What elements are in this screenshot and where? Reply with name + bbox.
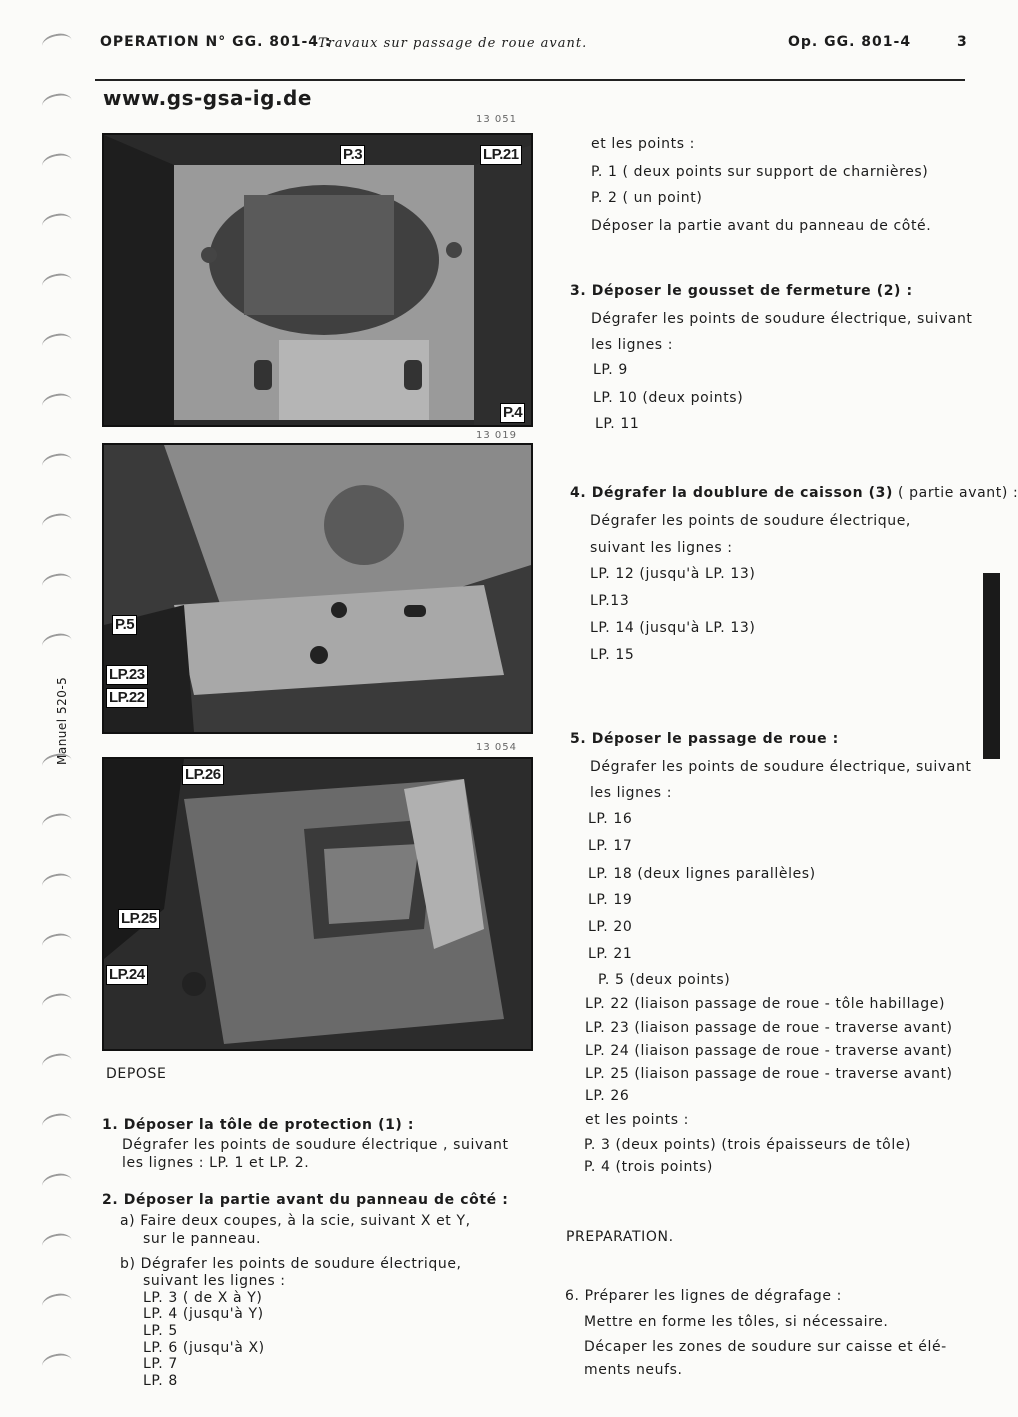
continuation-line-2: P. 1 ( deux points sur support de charnières) — [591, 164, 929, 180]
page-number: 3 — [957, 34, 968, 50]
list-item: LP. 19 — [588, 892, 633, 908]
list-item: LP. 4 (jusqu'à Y) — [143, 1306, 264, 1322]
step-3-line-2: les lignes : — [591, 337, 674, 353]
list-item: LP. 23 (liaison passage de roue - traverse avant) — [585, 1020, 953, 1036]
list-item: P. 4 (trois points) — [584, 1159, 713, 1175]
list-item: LP. 7 — [143, 1356, 178, 1372]
label-lp23: LP.23 — [106, 665, 148, 685]
list-item: LP. 25 (liaison passage de roue - traverse avant) — [585, 1066, 953, 1082]
list-item: LP. 12 (jusqu'à LP. 13) — [590, 566, 756, 582]
label-p3: P.3 — [340, 145, 365, 165]
list-item: LP. 18 (deux lignes parallèles) — [588, 866, 816, 882]
step-1-line-1: Dégrafer les points de soudure électrique , suivant — [122, 1137, 509, 1153]
website-watermark: www.gs-gsa-ig.de — [103, 86, 312, 110]
step-4-title-suffix: ( partie avant) : — [898, 485, 1018, 501]
step-6-line-1: Mettre en forme les tôles, si nécessaire. — [584, 1314, 889, 1330]
label-p5: P.5 — [112, 615, 137, 635]
depose-heading: DEPOSE — [106, 1066, 167, 1082]
label-lp24: LP.24 — [106, 965, 148, 985]
list-item: LP.13 — [590, 593, 630, 609]
list-item: LP. 15 — [590, 647, 635, 663]
step-2b-line-2: suivant les lignes : — [143, 1273, 286, 1289]
manual-side-label: Manuel 520-5 — [55, 676, 69, 765]
photo-1-caption: 13 051 — [476, 114, 517, 125]
photo-front-panel — [102, 133, 533, 427]
continuation-line-1: et les points : — [591, 136, 695, 152]
list-item: LP. 22 (liaison passage de roue - tôle habillage) — [585, 996, 946, 1012]
list-item: LP. 3 ( de X à Y) — [143, 1290, 263, 1306]
label-lp26: LP.26 — [182, 765, 224, 785]
step-3-title: 3. Déposer le gousset de fermeture (2) : — [570, 283, 913, 299]
step-5-line-2: les lignes : — [590, 785, 673, 801]
label-lp22: LP.22 — [106, 688, 148, 708]
list-item: LP. 10 (deux points) — [593, 390, 744, 406]
list-item: LP. 16 — [588, 811, 633, 827]
list-item: LP. 9 — [593, 362, 628, 378]
list-item: P. 5 (deux points) — [598, 972, 731, 988]
wheel-arch-rear-illustration — [104, 759, 531, 1049]
list-item: LP. 6 (jusqu'à X) — [143, 1340, 265, 1356]
list-item: LP. 11 — [595, 416, 640, 432]
step-3-line-1: Dégrafer les points de soudure électrique, suivant — [591, 311, 973, 327]
header-rule — [95, 79, 965, 81]
step-2-title: 2. Déposer la partie avant du panneau de côté : — [102, 1192, 509, 1208]
photo-2-caption: 13 019 — [476, 430, 517, 441]
list-item: LP. 26 — [585, 1088, 630, 1104]
label-p4: P.4 — [500, 403, 525, 423]
front-panel-illustration — [104, 135, 531, 425]
list-item: P. 3 (deux points) (trois épaisseurs de tôle) — [584, 1137, 912, 1153]
step-2b-line-1: b) Dégrafer les points de soudure électrique, — [120, 1256, 462, 1272]
list-item: LP. 21 — [588, 946, 633, 962]
operation-subject: Travaux sur passage de roue avant. — [318, 36, 588, 51]
step-4-line-2: suivant les lignes : — [590, 540, 733, 556]
points-intro: et les points : — [585, 1112, 689, 1128]
preparation-heading: PREPARATION. — [566, 1229, 674, 1245]
list-item: LP. 5 — [143, 1323, 178, 1339]
photo-3-caption: 13 054 — [476, 742, 517, 753]
continuation-line-4: Déposer la partie avant du panneau de côté. — [591, 218, 932, 234]
photo-wheel-arch-front — [102, 443, 533, 734]
step-6-line-3: ments neufs. — [584, 1362, 683, 1378]
list-item: LP. 20 — [588, 919, 633, 935]
step-1-title: 1. Déposer la tôle de protection (1) : — [102, 1117, 415, 1133]
step-6-title: 6. Préparer les lignes de dégrafage : — [565, 1288, 842, 1304]
step-2a-line-2: sur le panneau. — [143, 1231, 262, 1247]
step-5-line-1: Dégrafer les points de soudure électrique, suivant — [590, 759, 972, 775]
step-5-title: 5. Déposer le passage de roue : — [570, 731, 839, 747]
operation-reference: Op. GG. 801-4 — [788, 34, 912, 50]
label-lp25: LP.25 — [118, 909, 160, 929]
step-4-heading — [570, 485, 1018, 501]
step-1-line-2: les lignes : LP. 1 et LP. 2. — [122, 1155, 310, 1171]
step-4-line-1: Dégrafer les points de soudure électrique, — [590, 513, 911, 529]
step-4-title: 4. Dégrafer la doublure de caisson (3) — [570, 485, 893, 501]
list-item: LP. 17 — [588, 838, 633, 854]
page-edge-tab — [983, 573, 1000, 759]
list-item: LP. 8 — [143, 1373, 178, 1389]
list-item: LP. 14 (jusqu'à LP. 13) — [590, 620, 756, 636]
step-6-line-2: Décaper les zones de soudure sur caisse et élé- — [584, 1339, 947, 1355]
list-item: LP. 24 (liaison passage de roue - traverse avant) — [585, 1043, 953, 1059]
wheel-arch-front-illustration — [104, 445, 531, 732]
continuation-line-3: P. 2 ( un point) — [591, 190, 703, 206]
step-2a-line-1: a) Faire deux coupes, à la scie, suivant X et Y, — [120, 1213, 471, 1229]
label-lp21: LP.21 — [480, 145, 522, 165]
photo-wheel-arch-rear — [102, 757, 533, 1051]
operation-number: OPERATION N° GG. 801-4 : — [100, 34, 332, 50]
